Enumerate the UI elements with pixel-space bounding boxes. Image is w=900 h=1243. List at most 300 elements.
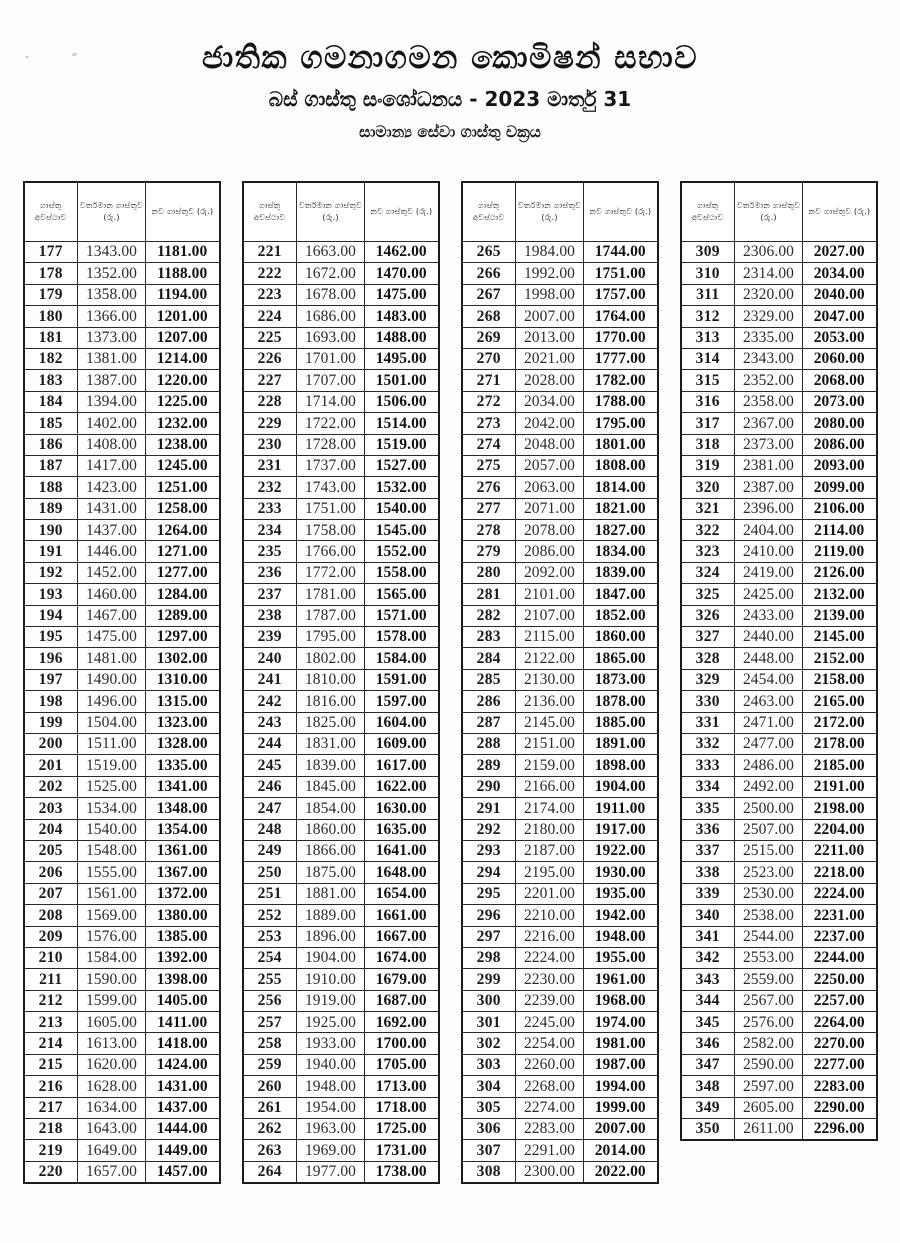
cell-current-fare: 1831.00	[297, 733, 365, 754]
cell-new-fare: 1661.00	[365, 905, 439, 926]
cell-current-fare: 2245.00	[516, 1012, 584, 1033]
cell-current-fare: 2101.00	[516, 584, 584, 605]
table-3	[461, 181, 659, 1184]
table-row	[243, 498, 439, 519]
cell-new-fare: 1827.00	[584, 520, 658, 541]
cell-current-fare: 1663.00	[297, 242, 365, 263]
cell-fare-stage: 288	[462, 733, 516, 754]
column-header-stage: ගාස්තු අවස්ථාව	[462, 182, 516, 242]
cell-fare-stage: 292	[462, 819, 516, 840]
cell-fare-stage: 248	[243, 819, 297, 840]
table-row	[243, 1097, 439, 1118]
cell-new-fare: 2198.00	[803, 798, 877, 819]
cell-new-fare: 1519.00	[365, 434, 439, 455]
cell-fare-stage: 200	[24, 733, 78, 754]
cell-current-fare: 2381.00	[735, 455, 803, 476]
cell-new-fare: 2172.00	[803, 712, 877, 733]
table-row	[243, 905, 439, 926]
cell-current-fare: 1881.00	[297, 883, 365, 904]
table-row	[243, 284, 439, 305]
table-row	[24, 1012, 220, 1033]
cell-fare-stage: 277	[462, 498, 516, 519]
cell-fare-stage: 198	[24, 691, 78, 712]
cell-current-fare: 1431.00	[78, 498, 146, 519]
table-row	[681, 883, 877, 904]
cell-new-fare: 1738.00	[365, 1161, 439, 1183]
cell-fare-stage: 244	[243, 733, 297, 754]
cell-current-fare: 2425.00	[735, 584, 803, 605]
cell-fare-stage: 308	[462, 1161, 516, 1183]
table-row	[681, 862, 877, 883]
table-row	[24, 691, 220, 712]
table-row	[243, 541, 439, 562]
table-row	[681, 990, 877, 1011]
cell-current-fare: 1889.00	[297, 905, 365, 926]
cell-new-fare: 2073.00	[803, 391, 877, 412]
table-row	[681, 263, 877, 284]
cell-fare-stage: 305	[462, 1097, 516, 1118]
cell-new-fare: 1297.00	[146, 627, 220, 648]
cell-new-fare: 1942.00	[584, 905, 658, 926]
table-row	[681, 434, 877, 455]
table-row	[681, 733, 877, 754]
cell-fare-stage: 233	[243, 498, 297, 519]
table-row	[681, 755, 877, 776]
cell-fare-stage: 177	[24, 242, 78, 263]
cell-fare-stage: 178	[24, 263, 78, 284]
cell-current-fare: 2283.00	[516, 1119, 584, 1140]
cell-current-fare: 1860.00	[297, 819, 365, 840]
cell-new-fare: 1488.00	[365, 327, 439, 348]
table-row	[24, 947, 220, 968]
cell-current-fare: 2268.00	[516, 1076, 584, 1097]
cell-new-fare: 1302.00	[146, 648, 220, 669]
cell-fare-stage: 195	[24, 627, 78, 648]
table-row	[462, 755, 658, 776]
cell-new-fare: 2204.00	[803, 819, 877, 840]
cell-fare-stage: 273	[462, 413, 516, 434]
cell-current-fare: 1839.00	[297, 755, 365, 776]
cell-new-fare: 1801.00	[584, 434, 658, 455]
table-row	[681, 455, 877, 476]
cell-fare-stage: 235	[243, 541, 297, 562]
table-row	[462, 1033, 658, 1054]
cell-fare-stage: 270	[462, 348, 516, 369]
cell-new-fare: 2106.00	[803, 498, 877, 519]
cell-current-fare: 2021.00	[516, 348, 584, 369]
cell-fare-stage: 192	[24, 562, 78, 583]
cell-new-fare: 1194.00	[146, 284, 220, 305]
table-row	[24, 1140, 220, 1161]
cell-new-fare: 2250.00	[803, 969, 877, 990]
cell-fare-stage: 254	[243, 947, 297, 968]
cell-fare-stage: 260	[243, 1076, 297, 1097]
table-row	[24, 669, 220, 690]
table-row	[24, 348, 220, 369]
cell-new-fare: 1860.00	[584, 627, 658, 648]
cell-new-fare: 1935.00	[584, 883, 658, 904]
cell-current-fare: 1845.00	[297, 776, 365, 797]
cell-new-fare: 2257.00	[803, 990, 877, 1011]
cell-fare-stage: 258	[243, 1033, 297, 1054]
cell-new-fare: 2244.00	[803, 947, 877, 968]
table-row	[243, 520, 439, 541]
table-row	[24, 840, 220, 861]
table-row	[243, 926, 439, 947]
cell-fare-stage: 294	[462, 862, 516, 883]
table-row	[243, 947, 439, 968]
table-row	[24, 798, 220, 819]
cell-new-fare: 1994.00	[584, 1076, 658, 1097]
cell-new-fare: 2007.00	[584, 1119, 658, 1140]
cell-new-fare: 2114.00	[803, 520, 877, 541]
cell-current-fare: 2174.00	[516, 798, 584, 819]
table-row	[24, 1161, 220, 1183]
table-row	[24, 584, 220, 605]
cell-fare-stage: 298	[462, 947, 516, 968]
cell-fare-stage: 267	[462, 284, 516, 305]
cell-current-fare: 2195.00	[516, 862, 584, 883]
table-row	[24, 926, 220, 947]
table-row	[243, 990, 439, 1011]
table-row	[462, 242, 658, 263]
cell-current-fare: 2553.00	[735, 947, 803, 968]
cell-new-fare: 1398.00	[146, 969, 220, 990]
cell-fare-stage: 287	[462, 712, 516, 733]
cell-fare-stage: 220	[24, 1161, 78, 1183]
cell-fare-stage: 189	[24, 498, 78, 519]
table-row	[462, 862, 658, 883]
table-row	[681, 1076, 877, 1097]
table-row	[243, 691, 439, 712]
cell-fare-stage: 340	[681, 905, 735, 926]
cell-new-fare: 1751.00	[584, 263, 658, 284]
cell-fare-stage: 333	[681, 755, 735, 776]
table-row	[681, 669, 877, 690]
table-row	[462, 926, 658, 947]
cell-current-fare: 2071.00	[516, 498, 584, 519]
cell-new-fare: 1424.00	[146, 1054, 220, 1075]
cell-new-fare: 1584.00	[365, 648, 439, 669]
cell-current-fare: 2404.00	[735, 520, 803, 541]
table-4	[680, 181, 878, 1141]
cell-current-fare: 2063.00	[516, 477, 584, 498]
cell-fare-stage: 243	[243, 712, 297, 733]
column-header-stage: ගාස්තු අවස්ථාව	[243, 182, 297, 242]
cell-new-fare: 1578.00	[365, 627, 439, 648]
cell-current-fare: 2159.00	[516, 755, 584, 776]
cell-fare-stage: 306	[462, 1119, 516, 1140]
cell-fare-stage: 238	[243, 605, 297, 626]
cell-current-fare: 2078.00	[516, 520, 584, 541]
cell-new-fare: 2022.00	[584, 1161, 658, 1183]
cell-fare-stage: 197	[24, 669, 78, 690]
organization-title: ජාතික ගමනාගමන කොමිෂන් සභාව	[202, 40, 698, 76]
cell-fare-stage: 261	[243, 1097, 297, 1118]
cell-fare-stage: 349	[681, 1097, 735, 1118]
table-row	[24, 712, 220, 733]
cell-fare-stage: 344	[681, 990, 735, 1011]
cell-new-fare: 2218.00	[803, 862, 877, 883]
cell-new-fare: 1839.00	[584, 562, 658, 583]
table-row	[24, 1097, 220, 1118]
cell-current-fare: 1737.00	[297, 455, 365, 476]
cell-fare-stage: 310	[681, 263, 735, 284]
cell-current-fare: 2454.00	[735, 669, 803, 690]
cell-new-fare: 1622.00	[365, 776, 439, 797]
table-row	[24, 541, 220, 562]
cell-fare-stage: 289	[462, 755, 516, 776]
cell-current-fare: 2477.00	[735, 733, 803, 754]
cell-fare-stage: 201	[24, 755, 78, 776]
table-header-row	[243, 182, 439, 242]
cell-fare-stage: 343	[681, 969, 735, 990]
table-row	[681, 1012, 877, 1033]
cell-current-fare: 1802.00	[297, 648, 365, 669]
table-row	[681, 391, 877, 412]
cell-current-fare: 1358.00	[78, 284, 146, 305]
cell-new-fare: 2027.00	[803, 242, 877, 263]
cell-current-fare: 2107.00	[516, 605, 584, 626]
cell-current-fare: 1954.00	[297, 1097, 365, 1118]
cell-current-fare: 2115.00	[516, 627, 584, 648]
cell-new-fare: 1444.00	[146, 1119, 220, 1140]
cell-fare-stage: 239	[243, 627, 297, 648]
cell-fare-stage: 187	[24, 455, 78, 476]
table-row	[462, 990, 658, 1011]
table-1	[23, 181, 221, 1184]
cell-fare-stage: 348	[681, 1076, 735, 1097]
table-row	[681, 969, 877, 990]
table-row	[462, 883, 658, 904]
cell-fare-stage: 255	[243, 969, 297, 990]
cell-new-fare: 1744.00	[584, 242, 658, 263]
cell-new-fare: 1225.00	[146, 391, 220, 412]
cell-current-fare: 1992.00	[516, 263, 584, 284]
cell-current-fare: 2210.00	[516, 905, 584, 926]
table-row	[681, 562, 877, 583]
cell-current-fare: 1925.00	[297, 1012, 365, 1033]
cell-new-fare: 2270.00	[803, 1033, 877, 1054]
cell-current-fare: 1766.00	[297, 541, 365, 562]
cell-current-fare: 1933.00	[297, 1033, 365, 1054]
cell-new-fare: 1891.00	[584, 733, 658, 754]
cell-current-fare: 1467.00	[78, 605, 146, 626]
cell-new-fare: 1808.00	[584, 455, 658, 476]
cell-current-fare: 1628.00	[78, 1076, 146, 1097]
cell-current-fare: 1896.00	[297, 926, 365, 947]
cell-current-fare: 1940.00	[297, 1054, 365, 1075]
table-row	[462, 947, 658, 968]
cell-current-fare: 1437.00	[78, 520, 146, 541]
table-row	[462, 370, 658, 391]
table-row	[24, 862, 220, 883]
table-row	[681, 348, 877, 369]
cell-fare-stage: 346	[681, 1033, 735, 1054]
table-row	[24, 776, 220, 797]
cell-new-fare: 1609.00	[365, 733, 439, 754]
cell-current-fare: 1649.00	[78, 1140, 146, 1161]
table-row	[243, 455, 439, 476]
cell-fare-stage: 253	[243, 926, 297, 947]
cell-current-fare: 1714.00	[297, 391, 365, 412]
table-row	[24, 1033, 220, 1054]
cell-new-fare: 1552.00	[365, 541, 439, 562]
cell-new-fare: 1271.00	[146, 541, 220, 562]
cell-current-fare: 2300.00	[516, 1161, 584, 1183]
table-row	[681, 776, 877, 797]
cell-current-fare: 1969.00	[297, 1140, 365, 1161]
cell-fare-stage: 312	[681, 306, 735, 327]
cell-new-fare: 2158.00	[803, 669, 877, 690]
cell-current-fare: 1490.00	[78, 669, 146, 690]
cell-current-fare: 1875.00	[297, 862, 365, 883]
cell-new-fare: 1264.00	[146, 520, 220, 541]
table-row	[243, 605, 439, 626]
cell-new-fare: 1310.00	[146, 669, 220, 690]
column-header-new-fare: නව ගාස්තුව (රු.)	[584, 182, 658, 242]
cell-fare-stage: 216	[24, 1076, 78, 1097]
cell-fare-stage: 315	[681, 370, 735, 391]
cell-current-fare: 1910.00	[297, 969, 365, 990]
cell-new-fare: 2119.00	[803, 541, 877, 562]
table-row	[681, 1054, 877, 1075]
cell-new-fare: 2231.00	[803, 905, 877, 926]
table-row	[243, 348, 439, 369]
cell-fare-stage: 276	[462, 477, 516, 498]
cell-new-fare: 2165.00	[803, 691, 877, 712]
cell-fare-stage: 350	[681, 1119, 735, 1141]
cell-fare-stage: 227	[243, 370, 297, 391]
cell-new-fare: 1385.00	[146, 926, 220, 947]
cell-current-fare: 2343.00	[735, 348, 803, 369]
cell-new-fare: 1641.00	[365, 840, 439, 861]
cell-current-fare: 2013.00	[516, 327, 584, 348]
table-row	[243, 413, 439, 434]
cell-current-fare: 1417.00	[78, 455, 146, 476]
cell-new-fare: 1654.00	[365, 883, 439, 904]
table-2	[242, 181, 440, 1184]
cell-current-fare: 1977.00	[297, 1161, 365, 1183]
cell-new-fare: 1565.00	[365, 584, 439, 605]
cell-current-fare: 1781.00	[297, 584, 365, 605]
cell-current-fare: 1408.00	[78, 434, 146, 455]
cell-new-fare: 1540.00	[365, 498, 439, 519]
cell-new-fare: 1981.00	[584, 1033, 658, 1054]
cell-fare-stage: 181	[24, 327, 78, 348]
cell-current-fare: 1460.00	[78, 584, 146, 605]
cell-fare-stage: 251	[243, 883, 297, 904]
cell-fare-stage: 212	[24, 990, 78, 1011]
column-header-current-fare: වර්තමාන ගාස්තුව (රු.)	[735, 182, 803, 242]
cell-new-fare: 1777.00	[584, 348, 658, 369]
cell-new-fare: 1207.00	[146, 327, 220, 348]
cell-current-fare: 1540.00	[78, 819, 146, 840]
cell-current-fare: 2007.00	[516, 306, 584, 327]
cell-fare-stage: 283	[462, 627, 516, 648]
table-row	[24, 434, 220, 455]
cell-current-fare: 1446.00	[78, 541, 146, 562]
cell-new-fare: 2283.00	[803, 1076, 877, 1097]
cell-new-fare: 1431.00	[146, 1076, 220, 1097]
fare-table-wrapper	[242, 181, 440, 1184]
table-row	[24, 605, 220, 626]
table-row	[462, 1054, 658, 1075]
cell-current-fare: 1599.00	[78, 990, 146, 1011]
cell-current-fare: 1343.00	[78, 242, 146, 263]
table-row	[243, 733, 439, 754]
cell-current-fare: 2136.00	[516, 691, 584, 712]
cell-current-fare: 2590.00	[735, 1054, 803, 1075]
document-header	[0, 0, 900, 141]
cell-fare-stage: 321	[681, 498, 735, 519]
cell-current-fare: 2216.00	[516, 926, 584, 947]
cell-fare-stage: 330	[681, 691, 735, 712]
table-row	[243, 712, 439, 733]
cell-new-fare: 2014.00	[584, 1140, 658, 1161]
table-row	[24, 498, 220, 519]
cell-current-fare: 1387.00	[78, 370, 146, 391]
cell-current-fare: 1795.00	[297, 627, 365, 648]
cell-fare-stage: 303	[462, 1054, 516, 1075]
cell-current-fare: 2358.00	[735, 391, 803, 412]
cell-fare-stage: 300	[462, 990, 516, 1011]
cell-new-fare: 1238.00	[146, 434, 220, 455]
cell-fare-stage: 314	[681, 348, 735, 369]
cell-current-fare: 1701.00	[297, 348, 365, 369]
cell-new-fare: 2086.00	[803, 434, 877, 455]
cell-fare-stage: 316	[681, 391, 735, 412]
cell-fare-stage: 242	[243, 691, 297, 712]
cell-fare-stage: 190	[24, 520, 78, 541]
cell-new-fare: 1974.00	[584, 1012, 658, 1033]
cell-current-fare: 1504.00	[78, 712, 146, 733]
cell-new-fare: 1757.00	[584, 284, 658, 305]
table-header-row	[462, 182, 658, 242]
table-row	[243, 669, 439, 690]
cell-current-fare: 2122.00	[516, 648, 584, 669]
cell-new-fare: 2126.00	[803, 562, 877, 583]
cell-fare-stage: 208	[24, 905, 78, 926]
table-row	[462, 819, 658, 840]
cell-current-fare: 1496.00	[78, 691, 146, 712]
table-row	[681, 541, 877, 562]
table-row	[24, 1119, 220, 1140]
document-subtitle: සාමාන්‍ය සේවා ගාස්තු චක්‍රය	[359, 122, 541, 141]
table-row	[243, 562, 439, 583]
cell-current-fare: 2523.00	[735, 862, 803, 883]
cell-fare-stage: 309	[681, 242, 735, 263]
cell-current-fare: 2576.00	[735, 1012, 803, 1033]
table-row	[681, 819, 877, 840]
table-row	[24, 477, 220, 498]
cell-current-fare: 2559.00	[735, 969, 803, 990]
table-row	[243, 434, 439, 455]
cell-new-fare: 2264.00	[803, 1012, 877, 1033]
column-header-new-fare: නව ගාස්තුව (රු.)	[365, 182, 439, 242]
cell-new-fare: 2080.00	[803, 413, 877, 434]
cell-new-fare: 1604.00	[365, 712, 439, 733]
cell-current-fare: 1984.00	[516, 242, 584, 263]
table-row	[24, 520, 220, 541]
fare-table-wrapper	[461, 181, 659, 1184]
cell-current-fare: 2057.00	[516, 455, 584, 476]
cell-new-fare: 1687.00	[365, 990, 439, 1011]
table-row	[462, 1119, 658, 1140]
cell-new-fare: 1527.00	[365, 455, 439, 476]
cell-fare-stage: 275	[462, 455, 516, 476]
cell-new-fare: 1367.00	[146, 862, 220, 883]
